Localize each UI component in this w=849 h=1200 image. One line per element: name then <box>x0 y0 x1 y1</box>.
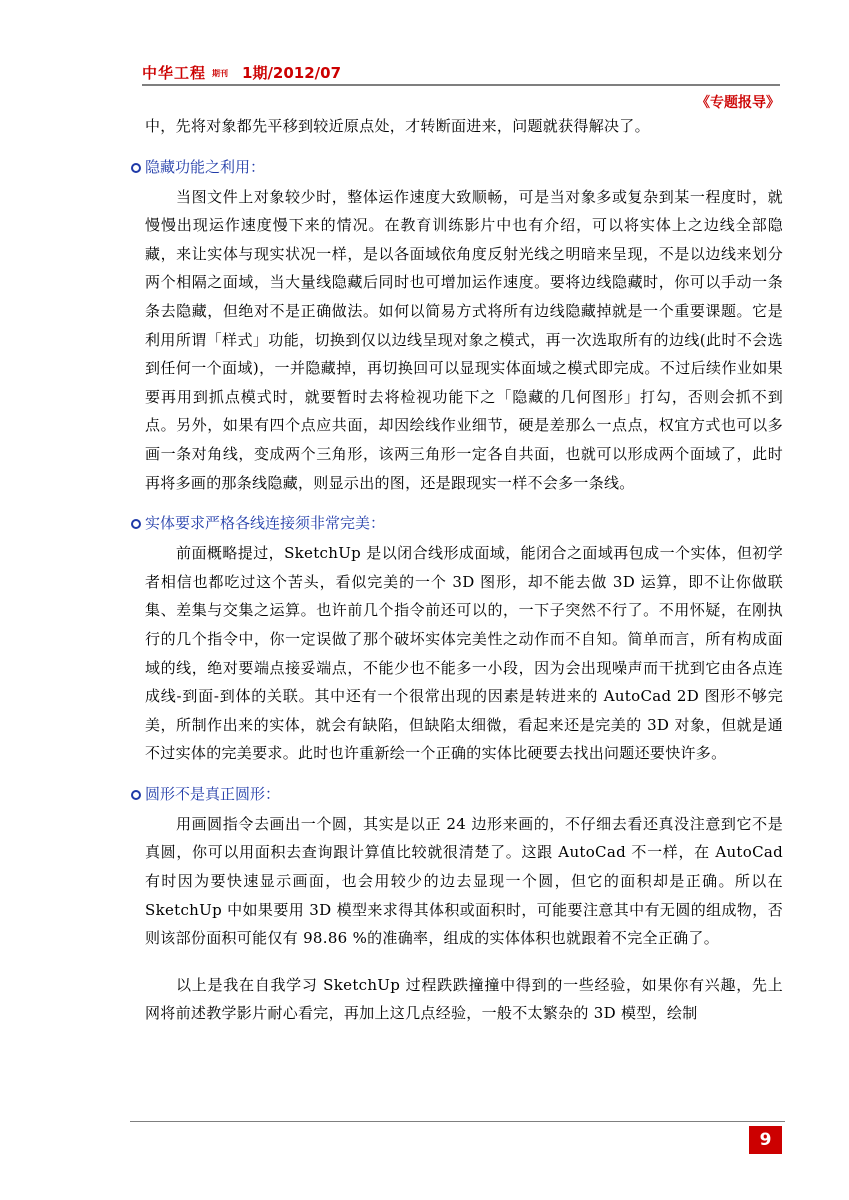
section-heading-text: 隐藏功能之利用： <box>145 157 266 176</box>
bullet-icon <box>131 519 141 529</box>
page-header <box>142 62 782 82</box>
closing-paragraph: 以上是我在自我学习 SketchUp 过程跌跌撞撞中得到的一些经验，如果你有兴趣，先上网将前述教学影片耐心看完，再加上这几点经验，一般不太繁杂的 3D 模型，绘制 <box>145 975 783 1023</box>
journal-masthead <box>142 62 341 83</box>
section-heading-text: 实体要求严格各线连接须非常完美： <box>145 514 386 533</box>
section-heading-circle <box>131 780 783 808</box>
bullet-icon <box>131 790 141 800</box>
section-heading-text: 圆形不是真正圆形： <box>145 784 281 803</box>
section-body-hide-edges: 当图文件上对象较少时，整体运作速度大致顺畅，可是当对象多或复杂到某一程度时，就慢慢出现运作速度慢下来的情况。在教育训练影片中也有介绍，可以将实体上之边线全部隐藏，来让实体与现实状况一样，是以各面域依角度反射光线之明暗来呈现，不是以边线来划分两个相隔之面域，当大量线隐藏后同时也可增加运作速度。要将边线隐藏时，你可以手动一条条去隐藏，但绝对不是正确做法。如何以简易方式将所有边线隐藏掉就是一个重要课题。它是利用所谓「样式」功能，切换到仅以边线呈现对象之模式，再一次选取所有的边线(此时不会选到任何一个面域)，一并隐藏掉，再切换回可以显现实体面域之模式即完成。不过后续作业如果要再用到抓点模式时，就要暂时去将检视功能下之「隐藏的几何图形」打勾，否则会抓不到点。另外，如果有四个点应共面，却因绘线作业细节，硬是差那么一点点，权宜方式也可以多画一条对角线，变成两个三角形，该两三角形一定各自共面，也就可以形成两个面域了，此时再将多画的那条线隐藏，则显示出的图，还是跟现实一样不会多一条线。 <box>145 187 783 492</box>
magazine-name: 中华工程 <box>142 64 207 82</box>
footer-divider <box>130 1121 785 1122</box>
intro-paragraph: 中，先将对象都先平移到较近原点处，才转断面进来，问题就获得解决了。 <box>145 117 650 135</box>
paragraph-spacer <box>145 953 783 971</box>
issue-label: 1期/2012/07 <box>242 64 342 82</box>
article-body <box>145 112 783 1028</box>
section-body-circle: 用画圆指令去画出一个圆，其实是以正 24 边形来画的，不仔细去看还真没注意到它不是真圆，你可以用面积去查询跟计算值比较就很清楚了。这跟 AutoCad 不一样，在 AutoCad 有时因为要快速显示画面，也会用较少的边去显现一个圆，但它的面积却是正确。所以在 SketchUp 中如果要用 3D 模型来求得其体积或面积时，可能要注意其中有无圆的组成物，否则该部份面积可能仅有 98.86 %的准确率，组成的实体体积也就跟着不完全正确了。 <box>145 814 783 948</box>
header-divider <box>142 84 780 86</box>
section-body-solid-integrity: 前面概略提过，SketchUp 是以闭合线形成面域，能闭合之面域再包成一个实体，但初学者相信也都吃过这个苦头，看似完美的一个 3D 图形，却不能去做 3D 运算，即不让你做联集、差集与交集之运算。也许前几个指令前还可以的，一下子突然不行了。不用怀疑，在刚执行的几个指令中，你一定误做了那个破坏实体完美性之动作而不自知。简单而言，所有构成面域的线，绝对要端点接妥端点，不能少也不能多一小段，因为会出现噪声而干扰到它由各点连成线-到面-到体的关联。其中还有一个很常出现的因素是转进来的 AutoCad 2D 图形不够完美，所制作出来的实体，就会有缺陷，但缺陷太细微，看起来还是完美的 3D 对象，但就是通不过实体的完美要求。此时也许重新绘一个正确的实体比硬要去找出问题还要快许多。 <box>145 544 783 763</box>
bullet-icon <box>131 163 141 173</box>
magazine-kan-label: 期刊 <box>212 69 229 78</box>
page-number: 9 <box>749 1126 782 1154</box>
section-heading-solid-integrity <box>131 509 783 537</box>
section-tag: 《专题报导》 <box>696 95 780 111</box>
section-heading-hide-edges <box>131 153 783 181</box>
